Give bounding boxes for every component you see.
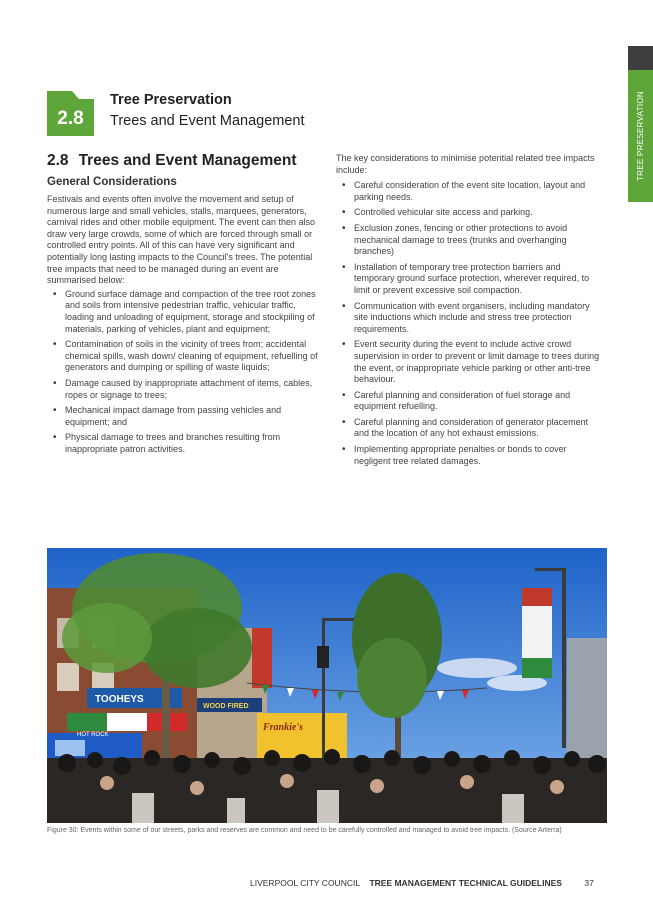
list-item: • Exclusion zones, fencing or other protections to avoid mechanical damage to trees (trunks and overhanging branches) [354, 223, 602, 258]
list-item: • Mechanical impact damage from passing vehicles and equipment; and [65, 405, 319, 428]
list-item: • Contamination of soils in the vicinity of trees from; accidental chemical spills, wash down/ cleaning of equipment, refuelling of generators and dumping or spilling of waste liquids; [65, 339, 319, 374]
wood-fired-sign: WOOD FIRED [203, 703, 249, 710]
chapter-title: Tree Preservation [110, 92, 232, 108]
intro-paragraph: Festivals and events often involve the movement and setup of numerous large and small vehicles, stalls, marquees, generators, carnival rides and other mobile equipment. The event can then also draw very large crowds, some of which are forced through small or controlled entry points. All of this can have very significant and potentially long lasting impacts to the Council's trees. The potential tree impacts that need to be managed during an event are summarised below: [47, 194, 315, 286]
footer-doc-title: TREE MANAGEMENT TECHNICAL GUIDELINES [369, 878, 562, 888]
impacts-list [47, 289, 319, 456]
frankies-sign: Frankie's [263, 722, 304, 733]
list-item: • Controlled vehicular site access and parking. [354, 207, 602, 219]
side-tab-cap [628, 46, 653, 70]
page-number: 37 [584, 878, 594, 888]
list-item: • Event security during the event to include active crowd supervision in order to prevent or limit damage to trees during the event, or inappropriate vehicle parking or other anti-tree behaviour. [354, 339, 602, 385]
list-item: • Implementing appropriate penalties or bonds to cover negligent tree related damages. [354, 444, 602, 467]
list-item: • Careful planning and consideration of fuel storage and equipment refuelling. [354, 390, 602, 413]
event-photo [47, 548, 607, 823]
tooheys-sign: TOOHEYS [95, 694, 144, 705]
chapter-subtitle: Trees and Event Management [110, 113, 305, 129]
page-footer [250, 878, 610, 888]
section-badge-number: 2.8 [57, 108, 84, 129]
considerations-list [336, 180, 602, 467]
hot-rock-sign: HOT ROCK [77, 732, 109, 738]
right-column [336, 153, 602, 471]
list-item: • Physical damage to trees and branches resulting from inappropriate patron activities. [65, 432, 319, 455]
sub-heading: General Considerations [47, 176, 177, 188]
list-item: • Installation of temporary tree protection barriers and temporary ground surface protection, wherever required, to limit or prevent excessive soil compaction. [354, 262, 602, 297]
section-badge [47, 91, 94, 136]
left-column [47, 152, 319, 459]
footer-council: LIVERPOOL CITY COUNCIL [250, 878, 361, 888]
side-tab-label: TREE PRESERVATION [636, 91, 645, 182]
list-item: • Communication with event organisers, including mandatory site inductions which include and stress tree protection requirements. [354, 301, 602, 336]
list-item: • Damage caused by inappropriate attachment of items, cables, ropes or signage to trees; [65, 378, 319, 401]
list-item: • Careful consideration of the event site location, layout and parking needs. [354, 180, 602, 203]
section-number: 2.8 [47, 152, 69, 169]
considerations-intro: The key considerations to minimise potential related tree impacts include: [336, 153, 595, 175]
list-item: • Careful planning and consideration of generator placement and the location of any hot exhaust emissions. [354, 417, 602, 440]
section-heading [47, 152, 319, 170]
section-title: Trees and Event Management [78, 152, 297, 169]
list-item: • Ground surface damage and compaction of the tree root zones and soils from intensive pedestrian traffic, vehicular traffic, loading and unloading of equipment, storage and stockpiling of materials, parking of vehicles, plant and equipment; [65, 289, 319, 335]
figure-caption: Figure 30: Events within some of our streets, parks and reserves are common and need to be carefully controlled and managed to avoid tree impacts. (Source Arterra) [47, 827, 562, 834]
